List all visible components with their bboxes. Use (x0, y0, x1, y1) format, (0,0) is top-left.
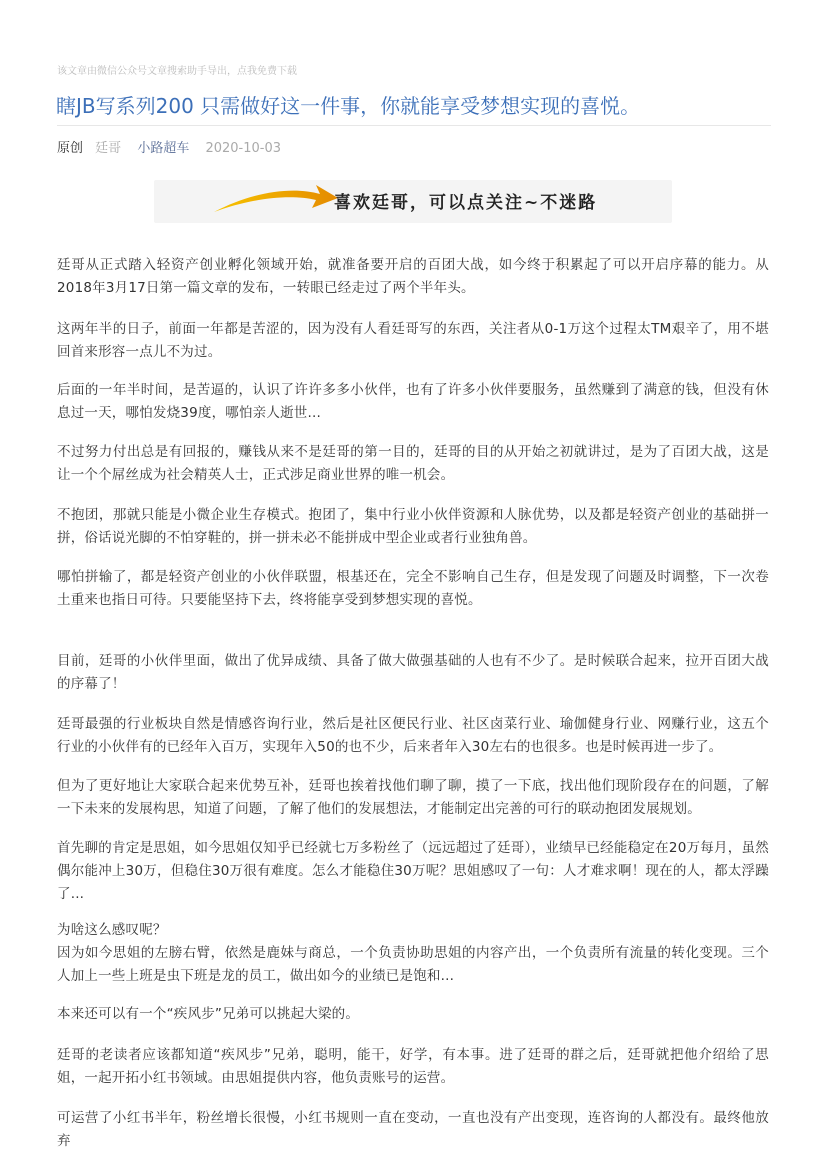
author-name: 廷哥 (95, 141, 122, 156)
original-tag: 原创 (57, 141, 84, 156)
paragraph: 后面的一年半时间，是苦逼的，认识了许许多多小伙伴，也有了许多小伙伴要服务，虽然赚到了满意的钱，但没有休息过一天，哪怕发烧39度，哪怕亲人逝世... (57, 382, 769, 421)
paragraph: 廷哥从正式踏入轻资产创业孵化领域开始，就准备要开启的百团大战，如今终于积累起了可以开启序幕的能力。从2018年3月17日第一篇文章的发布，一转眼已经走过了两个半年头。 (57, 257, 769, 296)
follow-banner (154, 180, 672, 223)
paragraph: 不过努力付出总是有回报的，赚钱从来不是廷哥的第一目的，廷哥的目的从开始之初就讲过，是为了百团大战，这是让一个个屌丝成为社会精英人士，正式涉足商业世界的唯一机会。 (57, 444, 769, 483)
banner-caption: 喜欢廷哥，可以点关注~不迷路 (334, 193, 598, 213)
paragraph: 因为如今思姐的左膀右臂，依然是鹿妹与商总，一个负责协助思姐的内容产出，一个负责所有流量的转化变现。三个人加上一些上班是虫下班是龙的员工，做出如今的业绩已是饱和... (57, 945, 769, 984)
export-notice-link[interactable]: 该文章由微信公众号文章搜索助手导出，点我免费下载 (57, 66, 297, 77)
paragraph: 不抱团，那就只能是小微企业生存模式。抱团了，集中行业小伙伴资源和人脉优势，以及都是轻资产创业的基础拼一拼，俗话说光脚的不怕穿鞋的，拼一拼未必不能拼成中型企业或者行业独角兽。 (57, 507, 769, 546)
swoosh-arrow-icon (212, 182, 342, 220)
publish-date: 2020-10-03 (205, 141, 282, 156)
paragraph: 本来还可以有一个“疾风步”兄弟可以挑起大梁的。 (57, 1006, 360, 1022)
paragraph: 廷哥的老读者应该都知道“疾风步”兄弟，聪明，能干，好学，有本事。进了廷哥的群之后，廷哥就把他介绍给了思姐，一起开拓小红书领域。由思姐提供内容，他负责账号的运营。 (57, 1047, 769, 1086)
title-divider (57, 125, 771, 126)
account-name-link[interactable]: 小路超车 (137, 141, 190, 156)
paragraph: 哪怕拼输了，都是轻资产创业的小伙伴联盟，根基还在，完全不影响自己生存，但是发现了问题及时调整，下一次卷土重来也指日可待。只要能坚持下去，终将能享受到梦想实现的喜悦。 (57, 569, 769, 608)
paragraph: 首先聊的肯定是思姐，如今思姐仅知乎已经就七万多粉丝了（远远超过了廷哥），业绩早已经能稳定在20万每月，虽然偶尔能冲上30万，但稳住30万很有难度。怎么才能稳住30万呢？思姐感叹了一句：人才难求啊！现在的人，都太浮躁了... (57, 840, 769, 902)
paragraph: 这两年半的日子，前面一年都是苦涩的，因为没有人看廷哥写的东西，关注者从0-1万这个过程太TM艰辛了，用不堪回首来形容一点儿不为过。 (57, 321, 769, 360)
paragraph: 为啥这么感叹呢？ (57, 922, 167, 938)
paragraph: 目前，廷哥的小伙伴里面，做出了优异成绩、具备了做大做强基础的人也有不少了。是时候联合起来，拉开百团大战的序幕了！ (57, 653, 769, 692)
paragraph: 但为了更好地让大家联合起来优势互补，廷哥也挨着找他们聊了聊，摸了一下底，找出他们现阶段存在的问题，了解一下未来的发展构思，知道了问题，了解了他们的发展想法，才能制定出完善的可行的联动抱团发展规划。 (57, 778, 769, 817)
article-meta (57, 140, 281, 158)
paragraph: 可运营了小红书半年，粉丝增长很慢，小红书规则一直在变动，一直也没有产出变现，连咨询的人都没有。最终他放弃 (57, 1110, 769, 1149)
paragraph: 廷哥最强的行业板块自然是情感咨询行业，然后是社区便民行业、社区卤菜行业、瑜伽健身行业、网赚行业，这五个行业的小伙伴有的已经年入百万，实现年入50的也不少，后来者年入30左右的也很多。也是时候再进一步了。 (57, 716, 769, 755)
article-title: 瞎JB写系列200 只需做好这一件事，你就能享受梦想实现的喜悦。 (56, 94, 641, 118)
